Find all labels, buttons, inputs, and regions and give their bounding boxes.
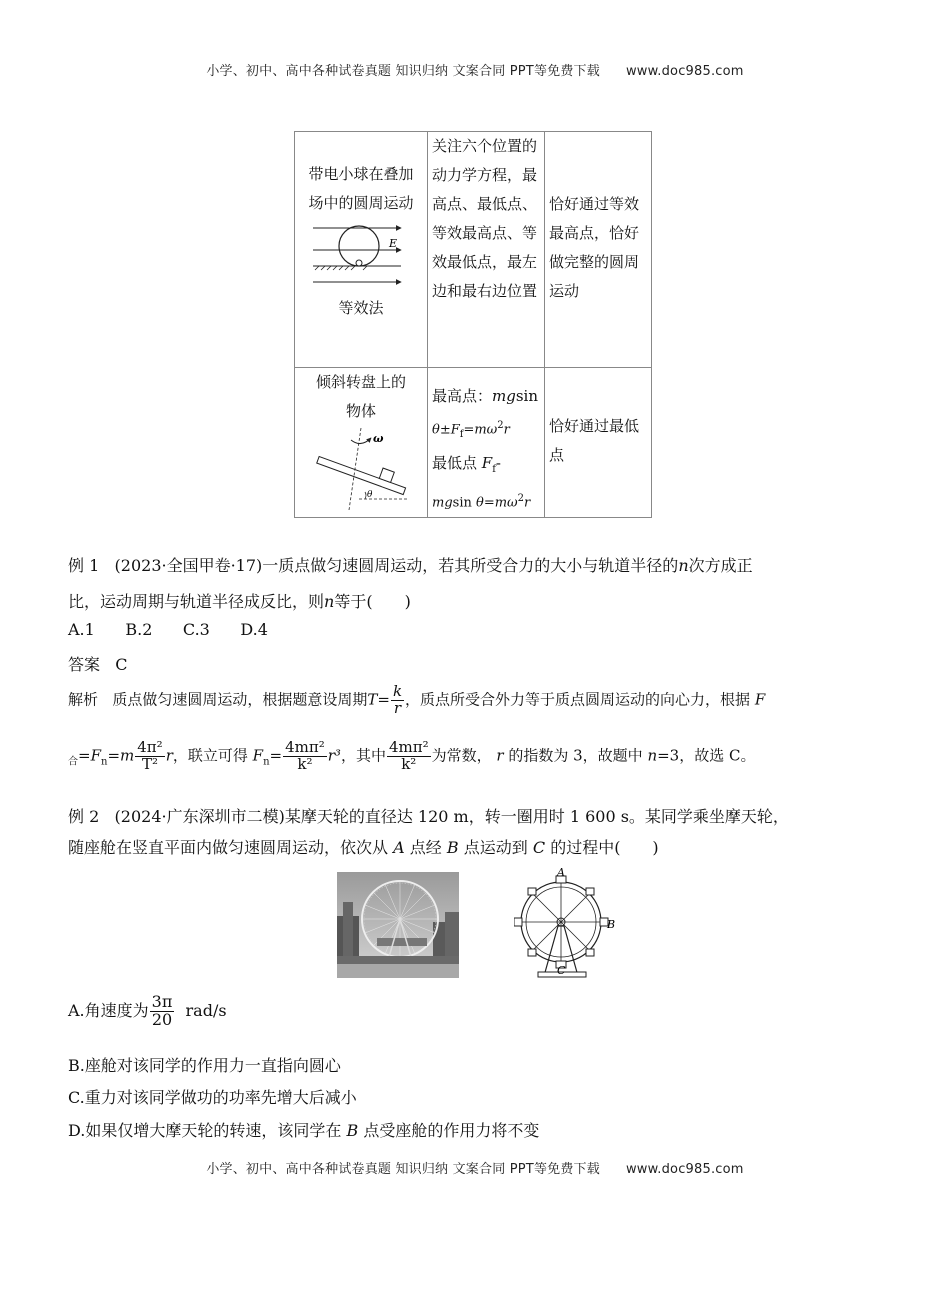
analysis-text: 质点做匀速圆周运动，根据题意设周期	[112, 690, 368, 709]
analysis-cell	[428, 368, 545, 518]
eq-term: F	[481, 453, 493, 472]
fraction	[387, 740, 431, 773]
analysis-cell	[428, 132, 545, 368]
page-footer	[0, 1158, 950, 1177]
eq-term: mg	[492, 387, 516, 405]
numerator: 4π²	[137, 738, 163, 756]
omega-label: ω	[373, 432, 384, 445]
point-b: B	[346, 1121, 359, 1140]
numerator: 4mπ²	[388, 738, 429, 756]
header-url[interactable]: www.doc985.com	[625, 64, 744, 79]
analysis-text: 为常数，	[431, 746, 492, 765]
option-b[interactable]: B.2	[125, 620, 153, 639]
analysis-text: =	[107, 746, 121, 765]
var: k	[392, 682, 403, 700]
analysis-text: =	[377, 690, 390, 709]
point-b: B	[446, 838, 459, 857]
var-n: n	[324, 592, 335, 611]
example1-stem: 一质点做匀速圆周运动，若其所受合力的大小与轨道半径的	[262, 556, 679, 575]
eq-term: sin	[452, 495, 472, 511]
example1-label: 例 1	[68, 556, 100, 575]
var: n	[647, 746, 658, 765]
var: r³	[327, 746, 341, 765]
example1-analysis-line1	[68, 684, 765, 717]
var: m	[120, 746, 135, 765]
denominator: 20	[151, 1009, 173, 1029]
numerator: 3π	[151, 992, 173, 1011]
eq-term: f	[459, 428, 464, 440]
example1-stem: 次方成正	[688, 556, 753, 575]
inclined-disk-diagram	[309, 426, 413, 512]
bottom-label: 最低点	[432, 453, 478, 472]
eq-term: 2	[517, 492, 525, 504]
example2-stem: 的过程中( )	[550, 838, 659, 857]
example2-option-c[interactable]	[68, 1085, 357, 1108]
option-d-text: 点受座舱的作用力将不变	[363, 1121, 540, 1140]
eq-term: θ±F	[432, 422, 460, 438]
eq-term: f	[492, 463, 496, 475]
fraction	[135, 740, 164, 773]
critical-text: 恰好通过等效最高点，恰好做完整的圆周运动	[549, 195, 640, 300]
analysis-text: ，联立可得	[172, 746, 248, 765]
eq-term: sin	[515, 387, 538, 405]
critical-cell	[545, 368, 652, 518]
example2-label: 例 2	[68, 807, 100, 826]
unit: rad/s	[185, 1000, 227, 1020]
denominator: k²	[297, 754, 313, 773]
example1-stem-line2	[68, 589, 411, 612]
top-point-eq-cont	[432, 411, 540, 449]
analysis-text: =	[269, 746, 283, 765]
ferris-wheel-photo	[337, 872, 459, 978]
eq-term: mg	[432, 495, 453, 511]
example1-options	[68, 620, 268, 639]
example1-stem: 比，运动周期与轨道半径成反比，则	[68, 592, 325, 611]
analysis-text: =3，故选 C。	[657, 746, 756, 765]
eq-term: -	[495, 453, 501, 472]
circular-motion-model-table	[294, 131, 652, 518]
option-a[interactable]: A.1	[68, 620, 95, 639]
example2-source: (2024·广东深圳市二模)	[114, 807, 285, 826]
eq-term: r	[524, 495, 531, 511]
example2-option-a[interactable]	[68, 994, 227, 1029]
var: r	[165, 746, 173, 765]
option-d[interactable]: D.4	[240, 620, 268, 639]
header-text: 小学、初中、高中各种试卷真题 知识归纳 文案合同 PPT等免费下载	[206, 64, 600, 79]
option-d-text: D.如果仅增大摩天轮的转速，该同学在	[68, 1121, 342, 1140]
bottom-point-eq	[432, 449, 540, 484]
option-a-text: A.角速度为	[68, 1000, 149, 1020]
var: T	[367, 690, 378, 709]
point-c: C	[532, 838, 546, 857]
example2-stem: 点运动到	[463, 838, 528, 857]
footer-text: 小学、初中、高中各种试卷真题 知识归纳 文案合同 PPT等免费下载	[206, 1162, 600, 1177]
subscript: 合	[68, 756, 78, 768]
denominator: T²	[141, 754, 158, 773]
analysis-text: 的指数为 3，故题中	[508, 746, 643, 765]
diagram-label-b: B	[607, 918, 616, 931]
model-method: 等效法	[338, 299, 384, 317]
option-c-text: C.重力对该同学做功的功率先增大后减小	[68, 1088, 357, 1107]
analysis-text: 关注六个位置的动力学方程，最高点、最低点、等效最高点、等效最低点，最左边和最右边位置	[432, 137, 538, 300]
model-title: 带电小球在叠加场中的圆周运动	[308, 165, 414, 212]
example2-stem-line1	[68, 804, 789, 827]
answer-value: C	[115, 655, 128, 674]
denominator: k²	[401, 754, 417, 773]
numerator: 4mπ²	[285, 738, 325, 756]
example2-stem: 某摩天轮的直径达 120 m，转一圈用时 1 600 s。某同学乘坐摩天轮，	[284, 807, 789, 826]
var: r	[496, 746, 504, 765]
var: F	[252, 746, 264, 765]
fraction	[150, 994, 175, 1029]
eq-term: 2	[497, 420, 504, 431]
top-label: 最高点：	[432, 387, 493, 405]
example1-answer	[68, 652, 128, 675]
field-label: E	[389, 237, 398, 250]
point-a: A	[393, 838, 405, 857]
analysis-text: ，其中	[340, 746, 386, 765]
fraction-k-over-r	[391, 684, 404, 717]
critical-text: 恰好通过最低点	[549, 417, 640, 464]
option-c[interactable]: C.3	[182, 620, 210, 639]
example2-option-d[interactable]	[68, 1118, 539, 1141]
analysis-text: ，质点所受合外力等于质点圆周运动的向心力，根据	[405, 690, 751, 709]
example2-stem: 点经	[409, 838, 442, 857]
model-title: 倾斜转盘上的物体	[315, 373, 406, 420]
fraction	[283, 740, 327, 773]
charged-ball-diagram	[309, 220, 413, 288]
analysis-text: =	[78, 746, 91, 765]
model-cell	[295, 132, 428, 368]
eq-term: =mω	[463, 422, 498, 438]
analysis-label: 解析	[68, 690, 99, 709]
diagram-label-a: A	[557, 866, 565, 879]
var: r	[393, 698, 402, 717]
table-row	[295, 368, 652, 518]
ferris-wheel-diagram	[514, 866, 616, 978]
eq-term: θ=mω	[476, 495, 518, 511]
var-n: n	[678, 556, 689, 575]
example1-stem-line1	[68, 553, 753, 576]
eq-term: r	[503, 422, 510, 438]
example1-source: (2023·全国甲卷·17)	[114, 556, 263, 575]
subscript: n	[101, 756, 108, 768]
footer-url[interactable]: www.doc985.com	[625, 1162, 744, 1177]
top-point-eq	[432, 382, 540, 411]
page-header	[0, 60, 950, 79]
diagram-label-c: C	[557, 964, 566, 977]
theta-label: θ	[367, 490, 373, 500]
table-row	[295, 132, 652, 368]
example1-stem: 等于( )	[334, 592, 411, 611]
example1-analysis-line2	[68, 740, 755, 773]
critical-cell	[545, 132, 652, 368]
example2-option-b[interactable]	[68, 1053, 341, 1076]
example2-stem: 随座舱在竖直平面内做匀速圆周运动，依次从	[68, 838, 389, 857]
bottom-point-eq-cont	[432, 484, 540, 517]
model-cell	[295, 368, 428, 518]
option-b-text: B.座舱对该同学的作用力一直指向圆心	[68, 1056, 341, 1075]
answer-label: 答案	[68, 655, 101, 674]
subscript: n	[263, 756, 270, 768]
var: F	[90, 746, 101, 765]
var: F	[754, 690, 766, 709]
example2-stem-line2	[68, 835, 659, 858]
